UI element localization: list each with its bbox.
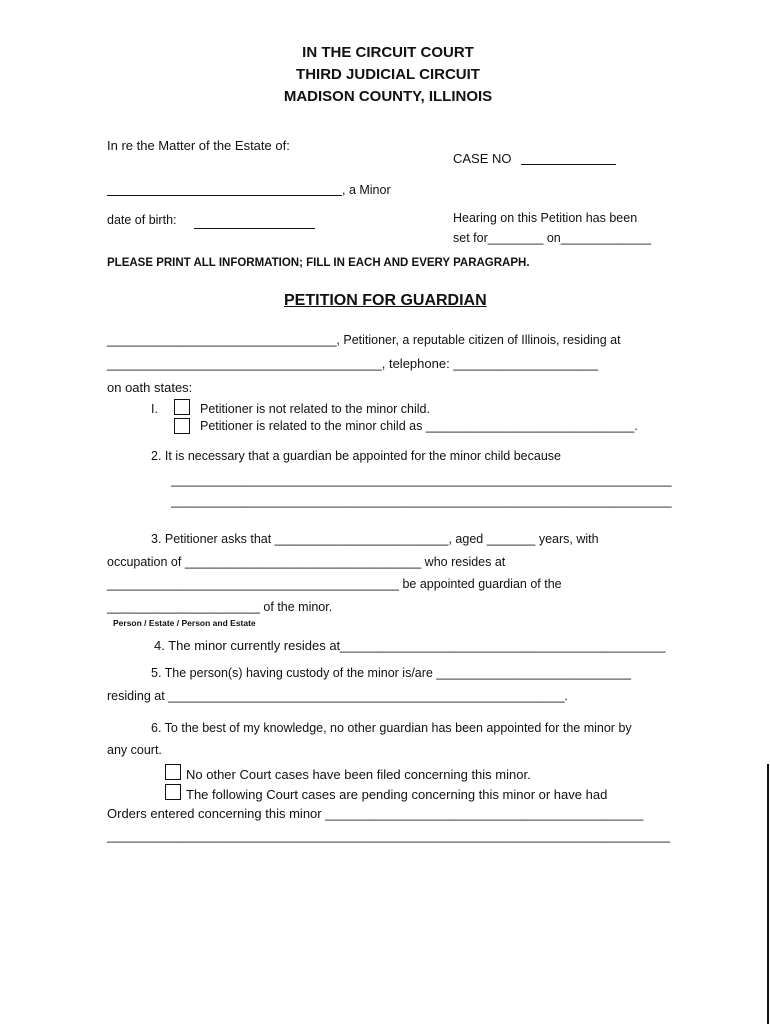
petitioner-line[interactable]: _________________________________, Petitioner, a reputable citizen of Illinois, residing at bbox=[107, 333, 621, 347]
dob-field[interactable] bbox=[194, 228, 315, 229]
hearing-label: Hearing on this Petition has been bbox=[453, 211, 638, 225]
related-label[interactable]: Petitioner is related to the minor child as ______________________________. bbox=[200, 419, 638, 433]
guardian-type-line[interactable]: ______________________ of the minor. bbox=[107, 600, 333, 614]
case-no-field[interactable] bbox=[521, 164, 616, 165]
orders-entered-line-2[interactable]: _________________________________________________________________________________ bbox=[107, 829, 670, 843]
matter-label: In re the Matter of the Estate of: bbox=[107, 138, 290, 153]
pending-cases-checkbox[interactable] bbox=[165, 784, 181, 800]
custody-line[interactable]: 5. The person(s) having custody of the minor is/are ____________________________ bbox=[151, 666, 631, 680]
custody-residence-line[interactable]: residing at _________________________________________________________. bbox=[107, 689, 568, 703]
county-name: MADISON COUNTY, ILLINOIS bbox=[283, 88, 493, 105]
paragraph-2-text: 2. It is necessary that a guardian be appointed for the minor child because bbox=[151, 449, 561, 463]
hearing-date-fields[interactable]: set for________ on_____________ bbox=[453, 231, 652, 245]
occupation-line[interactable]: occupation of __________________________________ who resides at bbox=[107, 555, 506, 569]
reason-line-1[interactable]: ________________________________________________________________________ bbox=[171, 473, 672, 487]
address-telephone-line[interactable]: ______________________________________, telephone: ____________________ bbox=[107, 356, 598, 371]
paragraph-6-continued: any court. bbox=[107, 743, 162, 757]
paragraph-1-number: I. bbox=[151, 402, 158, 416]
related-checkbox[interactable] bbox=[174, 418, 190, 434]
pending-cases-label: The following Court cases are pending concerning this minor or have had bbox=[186, 787, 608, 802]
guardian-type-note: Person / Estate / Person and Estate bbox=[113, 618, 256, 628]
circuit-name: THIRD JUDICIAL CIRCUIT bbox=[296, 66, 480, 83]
paragraph-3-line-1[interactable]: 3. Petitioner asks that _________________________, aged _______ years, with bbox=[151, 532, 599, 546]
minor-label: , a Minor bbox=[342, 183, 391, 197]
no-other-cases-label: No other Court cases have been filed concerning this minor. bbox=[186, 767, 531, 782]
guardian-address-line[interactable]: __________________________________________ be appointed guardian of the bbox=[107, 577, 562, 591]
not-related-checkbox[interactable] bbox=[174, 399, 190, 415]
no-other-cases-checkbox[interactable] bbox=[165, 764, 181, 780]
reason-line-2[interactable]: ________________________________________________________________________ bbox=[171, 494, 672, 508]
dob-label: date of birth: bbox=[107, 213, 177, 227]
petition-title: PETITION FOR GUARDIAN bbox=[284, 292, 487, 309]
case-no-label: CASE NO bbox=[453, 151, 512, 166]
orders-entered-line[interactable]: Orders entered concerning this minor ____________________________________________ bbox=[107, 806, 644, 821]
oath-text: on oath states: bbox=[107, 380, 193, 395]
minor-name-field[interactable] bbox=[107, 195, 342, 196]
instruction-text: PLEASE PRINT ALL INFORMATION; FILL IN EACH AND EVERY PARAGRAPH. bbox=[107, 257, 530, 269]
page-edge-bar bbox=[767, 764, 769, 1024]
not-related-label: Petitioner is not related to the minor child. bbox=[200, 402, 430, 416]
court-name: IN THE CIRCUIT COURT bbox=[302, 44, 474, 61]
minor-residence-line[interactable]: 4. The minor currently resides at_____________________________________________ bbox=[154, 638, 666, 653]
paragraph-6-text: 6. To the best of my knowledge, no other guardian has been appointed for the minor by bbox=[151, 721, 632, 735]
